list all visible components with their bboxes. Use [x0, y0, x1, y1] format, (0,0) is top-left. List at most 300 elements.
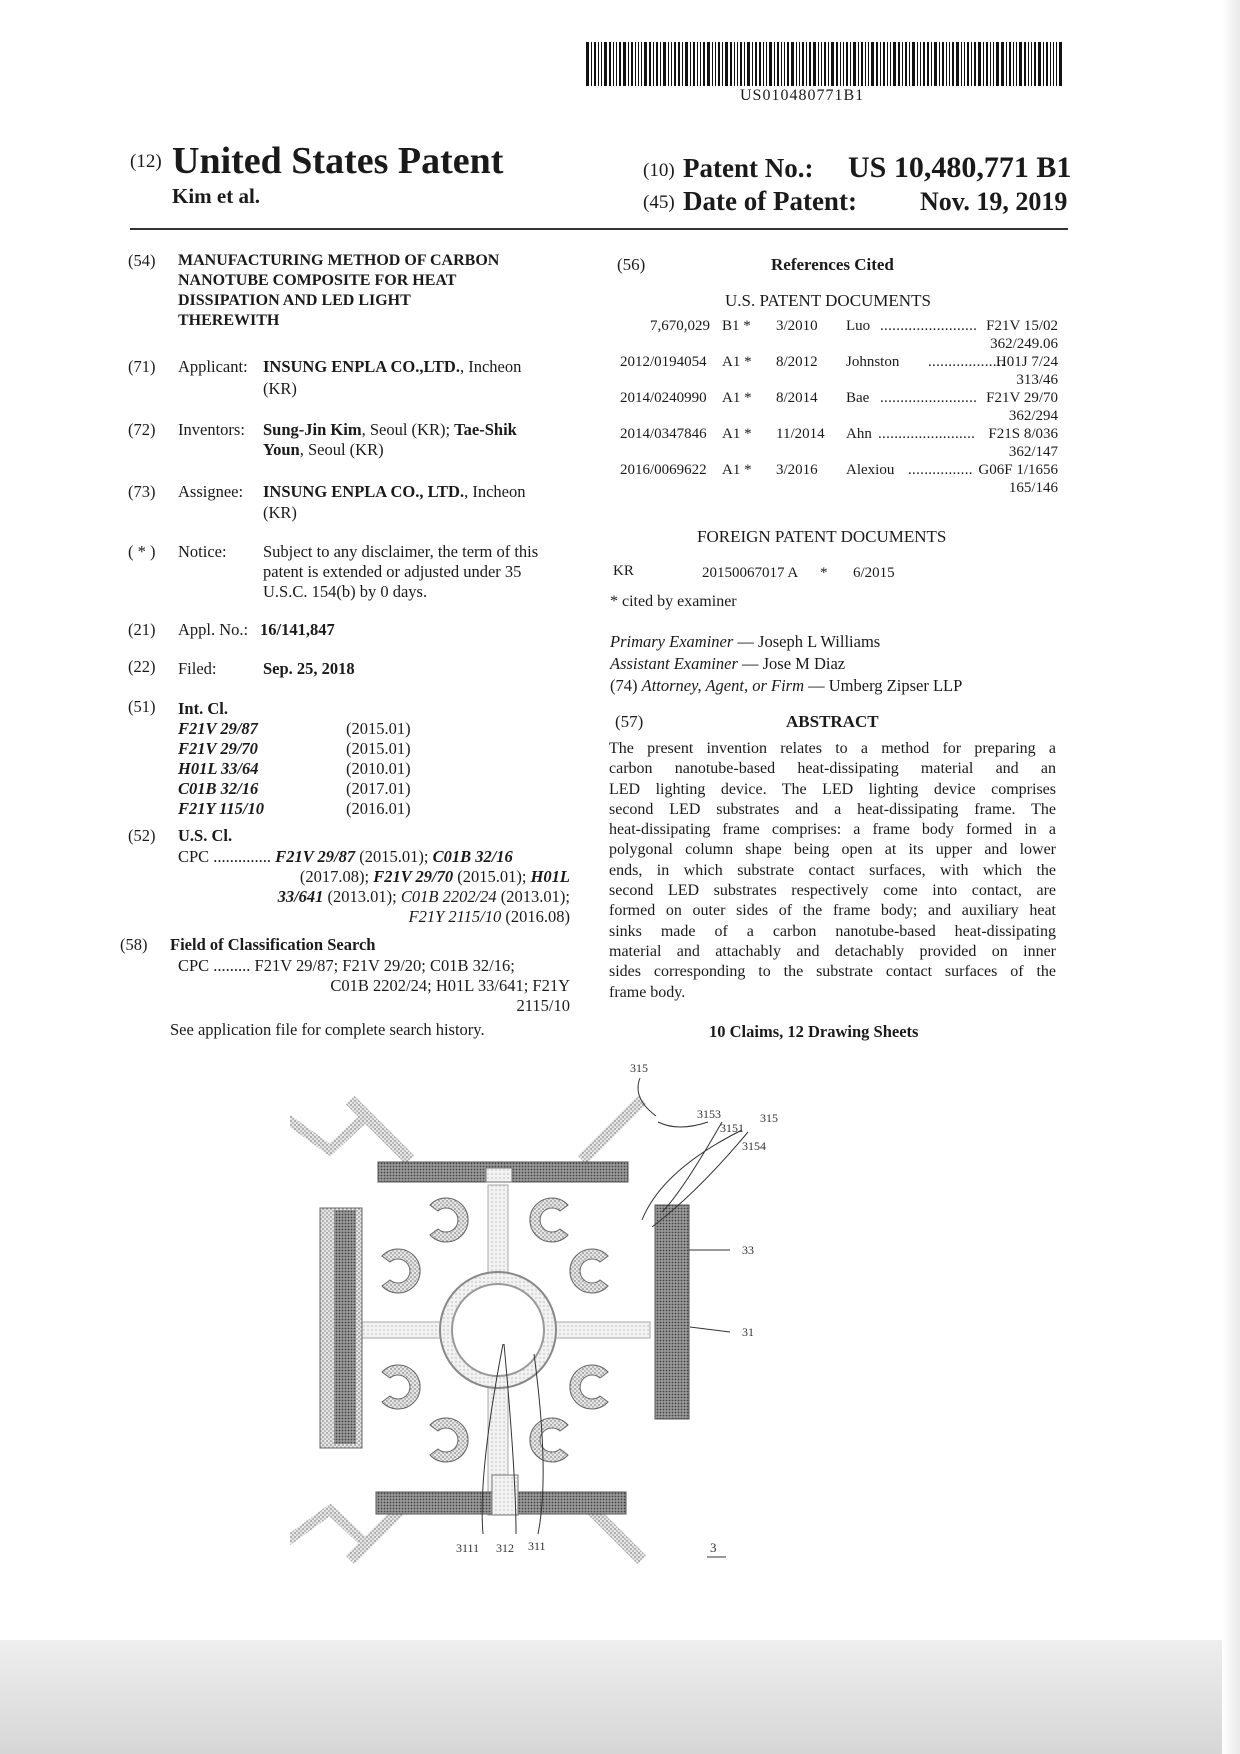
cited-by-examiner: * cited by examiner	[610, 593, 737, 610]
barcode-bar	[1001, 42, 1004, 86]
barcode-bar	[649, 42, 651, 86]
intcl-label: Int. Cl.	[178, 699, 228, 718]
barcode-bar	[898, 42, 900, 86]
inventor-name: Sung-Jin Kim	[263, 420, 362, 439]
side-arm	[290, 1110, 362, 1150]
barcode-bar	[718, 42, 720, 86]
abstract-line: polygonal column shape being open at its upper and lower	[609, 841, 1056, 859]
inventor-city: , Seoul (KR);	[361, 420, 455, 439]
barcode-bar	[868, 42, 869, 86]
abstract-body	[609, 739, 1056, 1003]
attorney-label: Attorney, Agent, or Firm	[641, 676, 805, 695]
foreign-number: 20150067017 A	[702, 565, 799, 581]
barcode-bar	[971, 42, 972, 86]
ref-315: 315	[630, 1061, 648, 1075]
uscl-date: (2013.01);	[323, 887, 401, 906]
barcode-bar	[616, 42, 617, 86]
barcode-bar	[905, 42, 907, 86]
uscl-class: C01B 2202/24	[400, 887, 497, 906]
barcode-bar	[690, 42, 691, 86]
barcode-bar	[737, 42, 738, 86]
barcode-bar	[890, 42, 891, 86]
ref-leader-dots: ........................	[880, 390, 978, 406]
barcode-bar	[777, 42, 779, 86]
applicant-value	[263, 357, 521, 377]
barcode-bar	[831, 42, 834, 86]
intcl-row	[178, 759, 411, 779]
abstract-title: ABSTRACT	[786, 712, 879, 731]
applicant-code: (71)	[128, 357, 156, 376]
barcode-bar	[604, 42, 607, 86]
ref-312: 312	[496, 1541, 514, 1555]
barcode-bar	[952, 42, 954, 86]
ref-kind: A1 *	[722, 354, 752, 370]
barcode-bar	[1053, 42, 1054, 86]
barcode-bar	[1031, 42, 1032, 86]
barcode-bar	[802, 42, 804, 86]
abstract-line: heat-dissipating frame comprises: a frame body formed in a	[609, 821, 1056, 839]
abstract-code: (57)	[615, 712, 644, 731]
code-10: (10)	[643, 160, 675, 181]
scan-page-bottom-shadow	[0, 1640, 1240, 1754]
field-line: 2115/10	[516, 996, 570, 1015]
leader-line	[662, 1122, 722, 1212]
barcode-bar	[843, 42, 844, 86]
uscl-class: F21Y 2115/10	[408, 907, 502, 926]
barcode-bar	[858, 42, 859, 86]
intcl-row	[178, 799, 411, 819]
foreign-star: *	[820, 565, 828, 581]
ref-leader-dots: ................	[908, 462, 973, 478]
attorney	[610, 676, 962, 696]
filed-code: (22)	[128, 657, 156, 676]
applicant-name: INSUNG ENPLA CO.,LTD.	[263, 357, 460, 376]
intcl-date: (2010.01)	[346, 759, 411, 778]
c-clip	[382, 1249, 420, 1293]
figure-number: 3	[710, 1540, 717, 1555]
ref-3151: 3151	[720, 1121, 744, 1135]
field-line: C01B 2202/24; H01L 33/641; F21Y	[330, 976, 570, 995]
barcode-bar	[752, 42, 753, 86]
barcode-bar	[923, 42, 925, 86]
barcode-bar	[631, 42, 633, 86]
ref-leader-dots: ...................	[928, 354, 1005, 370]
ref-us-class: 165/146	[1008, 480, 1058, 496]
barcode-bar	[942, 42, 944, 86]
code-12: (12)	[130, 151, 162, 172]
barcode-bar	[693, 42, 695, 86]
ref-3111: 3111	[456, 1541, 480, 1555]
barcode-bar	[796, 42, 797, 86]
barcode-bar	[1046, 42, 1048, 86]
date-of-patent: Nov. 19, 2019	[920, 187, 1068, 216]
notice-line: patent is extended or adjusted under 35	[263, 562, 522, 581]
barcode-bar	[1043, 42, 1044, 86]
notice-text	[263, 542, 538, 602]
barcode-bar	[744, 42, 745, 86]
barcode-bar	[996, 42, 999, 86]
barcode-bar	[734, 42, 735, 86]
barcode-bar	[974, 42, 976, 86]
ref-311: 311	[528, 1539, 546, 1553]
inventors-code: (72)	[128, 420, 156, 439]
top-hub-block	[486, 1168, 512, 1182]
barcode-bar	[628, 42, 629, 86]
barcode-bar	[609, 42, 611, 86]
abstract-line: second LED substrates respectively come into contact, are	[609, 882, 1056, 900]
uscl-line	[178, 847, 570, 867]
c-clip	[570, 1249, 608, 1293]
appl-code: (21)	[128, 620, 156, 639]
barcode-bar	[635, 42, 636, 86]
title-line: NANOTUBE COMPOSITE FOR HEAT	[178, 272, 457, 289]
uscl-cpc-label: CPC ..............	[178, 847, 272, 866]
intcl-class: H01L 33/64	[178, 759, 259, 778]
barcode-bar	[1024, 42, 1026, 86]
assignee-value	[263, 482, 526, 502]
ref-3154: 3154	[742, 1139, 766, 1153]
abstract-line: carbon nanotube-based heat-dissipating material and an	[609, 760, 1056, 778]
abstract-line: The present invention relates to a method for preparing a	[609, 740, 1056, 757]
c-clip	[530, 1418, 568, 1462]
barcode-bar	[619, 42, 621, 86]
barcode-bar	[766, 42, 767, 86]
assignee-name: INSUNG ENPLA CO., LTD.	[263, 482, 465, 501]
barcode-bar	[700, 42, 701, 86]
ref-inventor: Johnston	[846, 354, 900, 370]
intcl-row	[178, 739, 411, 759]
barcode-number: US010480771B1	[740, 87, 865, 104]
inventors-line1	[263, 420, 517, 440]
barcode-bar	[759, 42, 761, 86]
abstract-line: sinks made of a carbon nanotube-based heat-dissipating	[609, 922, 1056, 940]
ref-leader-dots: ........................	[878, 426, 976, 442]
barcode-bar	[638, 42, 639, 86]
foreign-docs-heading: FOREIGN PATENT DOCUMENTS	[697, 527, 947, 546]
date-of-patent-label: Date of Patent:	[683, 186, 857, 216]
ref-inventor: Alexiou	[846, 462, 895, 478]
barcode-bar	[725, 42, 728, 86]
leader-line	[658, 1122, 708, 1127]
barcode-bar	[712, 42, 713, 86]
barcode	[586, 42, 1070, 86]
uscl-line	[178, 867, 570, 887]
barcode-bar	[883, 42, 885, 86]
barcode-bar	[791, 42, 794, 86]
ref-kind: A1 *	[722, 462, 752, 478]
barcode-bar	[912, 42, 915, 86]
barcode-bar	[601, 42, 602, 86]
ref-class: F21V 15/02	[986, 318, 1058, 334]
claims-summary: 10 Claims, 12 Drawing Sheets	[709, 1022, 919, 1041]
barcode-bar	[678, 42, 680, 86]
barcode-bar	[840, 42, 841, 86]
barcode-bar	[613, 42, 614, 86]
uscl-class: 33/641	[277, 887, 324, 906]
barcode-bar	[961, 42, 962, 86]
barcode-bar	[703, 42, 705, 86]
ref-class: H01J 7/24	[995, 354, 1058, 370]
abstract-line: ends, in which substrate contact surfaces, with which the	[609, 861, 1056, 879]
barcode-bar	[594, 42, 596, 86]
barcode-bar	[964, 42, 965, 86]
primary-examiner-name: — Joseph L Williams	[733, 632, 881, 651]
barcode-bar	[1056, 42, 1057, 86]
barcode-bar	[715, 42, 716, 86]
barcode-bar	[809, 42, 811, 86]
ref-33: 33	[742, 1243, 754, 1257]
left-heat-sink	[334, 1210, 356, 1444]
us-patent-docs-heading: U.S. PATENT DOCUMENTS	[725, 291, 931, 310]
barcode-bar	[598, 42, 599, 86]
barcode-bar	[774, 42, 775, 86]
barcode-bar	[806, 42, 807, 86]
ref-kind: B1 *	[722, 318, 751, 334]
assistant-examiner-name: — Jose M Diaz	[737, 654, 846, 673]
abstract-line: material and attachably and detachably provided on inner	[609, 942, 1056, 960]
ref-date: 8/2014	[776, 390, 818, 406]
ref-patent-number: 2014/0347846	[620, 426, 707, 442]
barcode-bar	[1006, 42, 1007, 86]
ref-patent-number: 2012/0194054	[620, 354, 707, 370]
ref-us-class: 313/46	[1016, 372, 1058, 388]
barcode-bar	[1028, 42, 1029, 86]
barcode-bar	[880, 42, 881, 86]
document-type: United States Patent	[172, 140, 504, 182]
attorney-code: (74)	[610, 676, 638, 695]
barcode-bar	[931, 42, 932, 86]
barcode-bar	[1013, 42, 1014, 86]
ref-date: 3/2016	[776, 462, 818, 478]
invention-title	[178, 251, 499, 331]
abstract-line: LED lighting device. The LED lighting device comprises	[609, 780, 1056, 798]
barcode-bar	[946, 42, 947, 86]
barcode-bar	[983, 42, 984, 86]
intcl-class: F21Y 115/10	[178, 799, 265, 818]
barcode-bar	[876, 42, 878, 86]
uscl-date: (2016.08)	[501, 907, 570, 926]
intcl-class: F21V 29/70	[178, 739, 258, 758]
primary-examiner-label: Primary Examiner	[610, 632, 734, 651]
c-clip	[430, 1418, 468, 1462]
notice-code: ( * )	[128, 542, 156, 561]
barcode-bar	[818, 42, 819, 86]
barcode-bar	[671, 42, 672, 86]
assignee-label: Assignee:	[178, 482, 244, 501]
barcode-bar	[747, 42, 750, 86]
primary-examiner	[610, 632, 880, 652]
barcode-bar	[865, 42, 866, 86]
title-code: (54)	[128, 251, 156, 270]
patent-number: US 10,480,771 B1	[848, 151, 1072, 184]
uscl-cpc	[178, 847, 570, 927]
uscl-class: C01B 32/16	[432, 847, 513, 866]
barcode-bar	[586, 42, 589, 86]
barcode-bar	[927, 42, 929, 86]
barcode-bar	[990, 42, 991, 86]
barcode-bar	[871, 42, 874, 86]
barcode-bar	[893, 42, 896, 86]
barcode-bar	[799, 42, 800, 86]
ref-us-class: 362/147	[1008, 444, 1058, 460]
barcode-bar	[591, 42, 592, 86]
barcode-bar	[902, 42, 903, 86]
barcode-bar	[781, 42, 782, 86]
leader-line	[690, 1327, 730, 1332]
applicant-country: (KR)	[263, 379, 297, 398]
barcode-bar	[685, 42, 688, 86]
field-label: Field of Classification Search	[170, 935, 376, 954]
barcode-bar	[697, 42, 698, 86]
barcode-bar	[986, 42, 988, 86]
ref-inventor: Ahn	[846, 426, 872, 442]
foreign-country: KR	[613, 563, 634, 579]
code-45: (45)	[643, 192, 675, 213]
notice-line: Subject to any disclaimer, the term of this	[263, 542, 539, 561]
barcode-bar	[644, 42, 647, 86]
field-line: CPC ......... F21V 29/87; F21V 29/20; C01B 32/16;	[178, 956, 515, 975]
barcode-bar	[656, 42, 658, 86]
barcode-bar	[949, 42, 950, 86]
field-cpc	[178, 956, 570, 1016]
ref-leader-dots: ........................	[880, 318, 978, 334]
barcode-bar	[917, 42, 918, 86]
barcode-bar	[660, 42, 661, 86]
corner-arm	[350, 1100, 410, 1160]
title-line: DISSIPATION AND LED LIGHT	[178, 292, 411, 309]
barcode-bar	[850, 42, 851, 86]
intcl-date: (2016.01)	[346, 799, 411, 818]
barcode-bar	[763, 42, 764, 86]
barcode-bar	[668, 42, 669, 86]
header-rule	[130, 228, 1068, 230]
barcode-bar	[978, 42, 981, 86]
barcode-bar	[707, 42, 710, 86]
uscl-line	[178, 887, 570, 907]
title-line: THEREWITH	[178, 312, 280, 329]
intcl-class: C01B 32/16	[178, 779, 259, 798]
barcode-bar	[755, 42, 757, 86]
intcl-class: F21V 29/87	[178, 719, 258, 738]
barcode-bar	[674, 42, 676, 86]
inventor-city: , Seoul (KR)	[299, 440, 384, 459]
barcode-bar	[784, 42, 785, 86]
barcode-bar	[828, 42, 829, 86]
uscl-code: (52)	[128, 826, 156, 845]
uscl-date: (2015.01);	[453, 867, 531, 886]
barcode-bar	[967, 42, 969, 86]
filed-label: Filed:	[178, 659, 217, 678]
barcode-bar	[653, 42, 654, 86]
intcl-date: (2015.01)	[346, 739, 411, 758]
ref-kind: A1 *	[722, 390, 752, 406]
corner-arm	[582, 1100, 642, 1160]
barcode-bar	[623, 42, 626, 86]
ref-patent-number: 2014/0240990	[620, 390, 707, 406]
applicant-label: Applicant:	[178, 357, 248, 376]
intcl-date: (2015.01)	[346, 719, 411, 738]
assignee-country: (KR)	[263, 503, 297, 522]
field-code: (58)	[120, 935, 148, 954]
barcode-bar	[887, 42, 888, 86]
title-line: MANUFACTURING METHOD OF CARBON	[178, 252, 500, 269]
barcode-bar	[682, 42, 683, 86]
barcode-bar	[909, 42, 910, 86]
inventor-name: Tae-Shik	[454, 420, 517, 439]
ref-us-class: 362/294	[1008, 408, 1058, 424]
c-clip	[570, 1365, 608, 1409]
barcode-bar	[740, 42, 742, 86]
appl-number: 16/141,847	[260, 620, 335, 639]
barcode-bar	[769, 42, 772, 86]
inventor-name: Youn	[263, 440, 300, 459]
ref-kind: A1 *	[722, 426, 752, 442]
intcl-row	[178, 779, 411, 799]
inventors-label: Inventors:	[178, 420, 245, 439]
ref-patent-number: 7,670,029	[650, 318, 710, 334]
uscl-class: F21V 29/87	[275, 847, 356, 866]
applicant-city: , Incheon	[459, 357, 522, 376]
uscl-date: (2017.08);	[299, 867, 374, 886]
scan-page-right-edge	[1222, 0, 1240, 1754]
patent-figure-3	[290, 1060, 910, 1600]
uscl-date: (2013.01);	[496, 887, 570, 906]
c-clip	[382, 1365, 420, 1409]
notice-label: Notice:	[178, 542, 227, 561]
assistant-examiner-label: Assistant Examiner	[610, 654, 738, 673]
assistant-examiner	[610, 654, 845, 674]
leader-line	[638, 1078, 656, 1116]
barcode-bar	[722, 42, 723, 86]
ref-date: 8/2012	[776, 354, 818, 370]
ref-date: 11/2014	[776, 426, 825, 442]
barcode-bar	[1034, 42, 1036, 86]
barcode-bar	[1050, 42, 1051, 86]
barcode-bar	[836, 42, 838, 86]
appl-label: Appl. No.:	[178, 620, 249, 639]
c-clip	[430, 1198, 468, 1242]
ref-31: 31	[742, 1325, 754, 1339]
filed-date: Sep. 25, 2018	[263, 659, 355, 678]
barcode-bar	[853, 42, 856, 86]
attorney-name: — Umberg Zipser LLP	[804, 676, 963, 695]
uscl-class: F21V 29/70	[373, 867, 454, 886]
barcode-bar	[730, 42, 732, 86]
uscl-class: H01L	[530, 867, 570, 886]
uscl-line	[178, 907, 570, 927]
barcode-bar	[1059, 42, 1062, 86]
uscl-date: (2015.01);	[355, 847, 433, 866]
abstract-line: sides corresponding to the substrate contact surfaces of the	[609, 963, 1056, 981]
search-history-note: See application file for complete search history.	[170, 1020, 485, 1039]
uscl-label: U.S. Cl.	[178, 826, 233, 845]
refs-code: (56)	[617, 255, 646, 274]
abstract-line: frame body.	[609, 983, 686, 1001]
barcode-bar	[821, 42, 822, 86]
central-hub-inner	[452, 1284, 544, 1376]
barcode-bar	[663, 42, 666, 86]
right-heat-sink	[655, 1205, 689, 1419]
barcode-bar	[1038, 42, 1041, 86]
barcode-bar	[939, 42, 940, 86]
refs-title: References Cited	[771, 255, 894, 274]
abstract-line: second LED substrates and a heat-dissipating frame. The	[609, 800, 1056, 818]
assignee-code: (73)	[128, 482, 156, 501]
barcode-bar	[641, 42, 642, 86]
intcl-code: (51)	[128, 697, 156, 716]
ref-inventor: Luo	[846, 318, 871, 334]
inventors-short: Kim et al.	[172, 184, 261, 208]
